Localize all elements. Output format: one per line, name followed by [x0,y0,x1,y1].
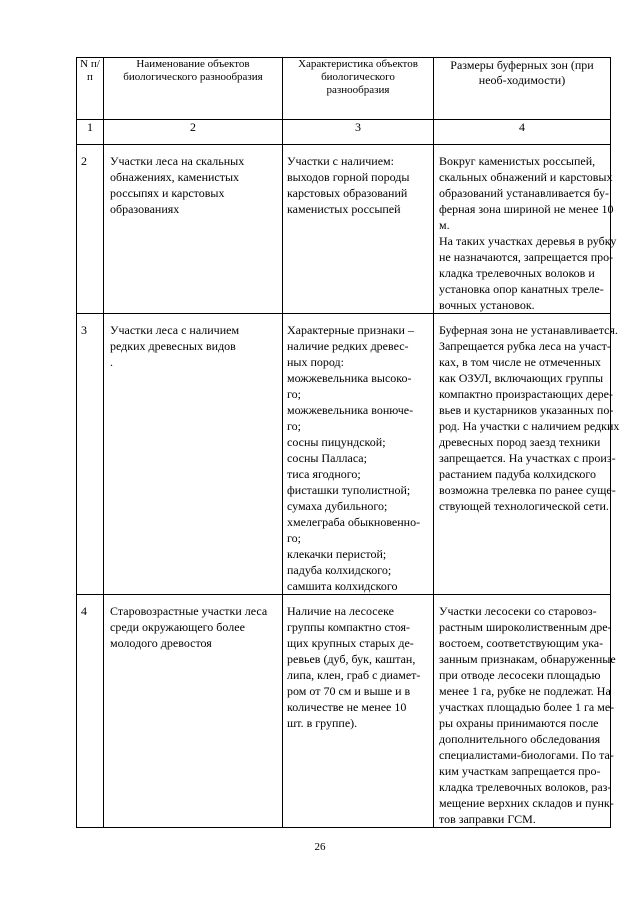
page-number: 26 [314,841,326,853]
row-characteristic-text: Участки с наличием: выходов горной породы карстовых образований каменистых россыпей [287,154,410,216]
text-line: ром от 70 см и выше и в [287,684,411,698]
text-line: при отводе лесосеки площадью [439,668,601,682]
column-number-cell: 4 [434,120,611,145]
text-line: запрещается. На участках с произ- [439,451,616,465]
row-number-cell [77,145,104,314]
row-number-cell [77,314,104,595]
text-line: кладка трелевочных волоков, раз- [439,780,612,794]
row-name-text: Участки леса на скальных обнажениях, каменистых россыпях и карстовых образованиях [110,154,245,216]
row-buffer-text [434,595,616,827]
row-name-cell [104,145,283,314]
column-number-cell: 3 [283,120,434,145]
table-row [77,314,611,595]
row-name-suffix: . [110,355,113,369]
text-line: го; [287,387,301,401]
text-line: сумаха дубильного; [287,499,388,513]
text-line: образований устанавливается бу- [439,186,609,200]
text-line: Наличие на лесосеке [287,604,394,618]
row-characteristic-cell [283,595,434,828]
header-buffer-text: Размеры буферных зон (при необ-ходимости) [450,58,594,87]
text-line: ствующей технологической сети. [439,499,609,513]
text-line: участках площадью более 1 га ме- [439,700,615,714]
text-line: менее 1 га, рубке не подлежат. На [439,684,611,698]
row-characteristic-cell [283,314,434,595]
table-row [77,145,611,314]
text-line: дополнительного обследования [439,732,601,746]
row-name-text [104,314,282,370]
text-line: растанием падуба колхидского [439,467,597,481]
row-buffer-text [434,314,620,514]
text-line: скальных обнажений и карстовых [439,170,613,184]
text-line: липа, клен, граб с диамет- [287,668,421,682]
row-number: 4 [81,604,87,618]
text-line: м. [439,218,450,232]
text-line: Буферная зона не устанавливается. [439,323,618,337]
text-line: занным признакам, обнаруженные [439,652,616,666]
text-line: ры охраны принимаются после [439,716,599,730]
text-line: го; [287,419,301,433]
text-line: На таких участках деревья в рубку [439,234,617,248]
text-line: вочных установок. [439,298,535,312]
text-line: древесных пород заезд техники [439,435,601,449]
text-line: фисташки туполистной; [287,483,411,497]
row-name-cell [104,595,283,828]
header-cell-buffer [434,58,611,120]
text-line: востоем, соответствующим ука- [439,636,604,650]
text-line: клекачки перистой; [287,547,387,561]
column-number-cell: 1 [77,120,104,145]
table-header-row [77,58,611,120]
text-line: падуба колхидского; [287,563,392,577]
text-line: возможна трелевка по ранее суще- [439,483,616,497]
text-line: хмелеграба обыкновенно- [287,515,421,529]
text-line: можжевельника высоко- [287,371,412,385]
text-line: ким участкам запрещается про- [439,764,601,778]
table-row [77,595,611,828]
text-line: ках, в том числе не отмеченных [439,355,601,369]
text-line: мещение верхних складов и пунк- [439,796,614,810]
row-name-main: Участки леса с наличием редких древесных видов [110,323,240,353]
row-buffer-cell [434,314,620,595]
row-name-text: Старовозрастные участки леса среди окружающего более молодого древостоя [110,604,268,650]
text-line: шт. в группе). [287,716,358,730]
text-line: растным широколиственным дре- [439,620,612,634]
text-line: можжевельника вонюче- [287,403,414,417]
biodiversity-table [76,57,620,828]
header-number-text: N п/п [80,58,100,83]
text-line: щих крупных старых де- [287,636,414,650]
row-buffer-cell [434,595,616,828]
text-line: кладка трелевочных волоков и [439,266,595,280]
row-buffer-text [434,145,617,313]
header-cell-number [77,58,104,120]
text-line: Характерные признаки – [287,323,414,337]
text-line: компактно произрастающих дере- [439,387,614,401]
text-line: Запрещается рубка леса на участ- [439,339,611,353]
text-line: самшита колхидского [287,579,398,593]
text-line: количестве не менее 10 [287,700,407,714]
row-characteristic-text [283,595,433,731]
text-line: специалистами-биологами. По та- [439,748,614,762]
column-number-row [77,120,611,145]
text-line: род. На участки с наличием редких [439,419,620,433]
row-characteristic-cell [283,145,434,314]
text-line: сосны пицундской; [287,435,386,449]
row-number-cell [77,595,104,828]
row-buffer-cell [434,145,617,314]
text-line: вьев и кустарников указанных по- [439,403,614,417]
header-cell-name [104,58,283,120]
text-line: сосны Палласа; [287,451,367,465]
row-name-cell [104,314,283,595]
text-line: наличие редких древес- [287,339,409,353]
text-line: ных пород: [287,355,344,369]
text-line: ферная зона шириной не менее 10 [439,202,614,216]
text-line: го; [287,531,301,545]
column-number-cell: 2 [104,120,283,145]
text-line: как ОЗУЛ, включающих группы [439,371,604,385]
row-number: 3 [81,323,87,337]
text-line: тиса ягодного; [287,467,361,481]
header-characteristic-text: Характеристика объектов биологического разнообразия [298,58,418,96]
text-line: установка опор канатных треле- [439,282,604,296]
text-line: ревьев (дуб, бук, каштан, [287,652,416,666]
row-number: 2 [81,154,87,168]
text-line: Вокруг каменистых россыпей, [439,154,596,168]
text-line: группы компактно стоя- [287,620,411,634]
row-characteristic-text [283,314,433,594]
text-line: не назначаются, запрещается про- [439,250,614,264]
text-line: тов заправки ГСМ. [439,812,536,826]
header-cell-characteristic [283,58,434,120]
text-line: Участки лесосеки со старовоз- [439,604,597,618]
header-name-text: Наименование объектов биологического разнообразия [123,58,263,83]
